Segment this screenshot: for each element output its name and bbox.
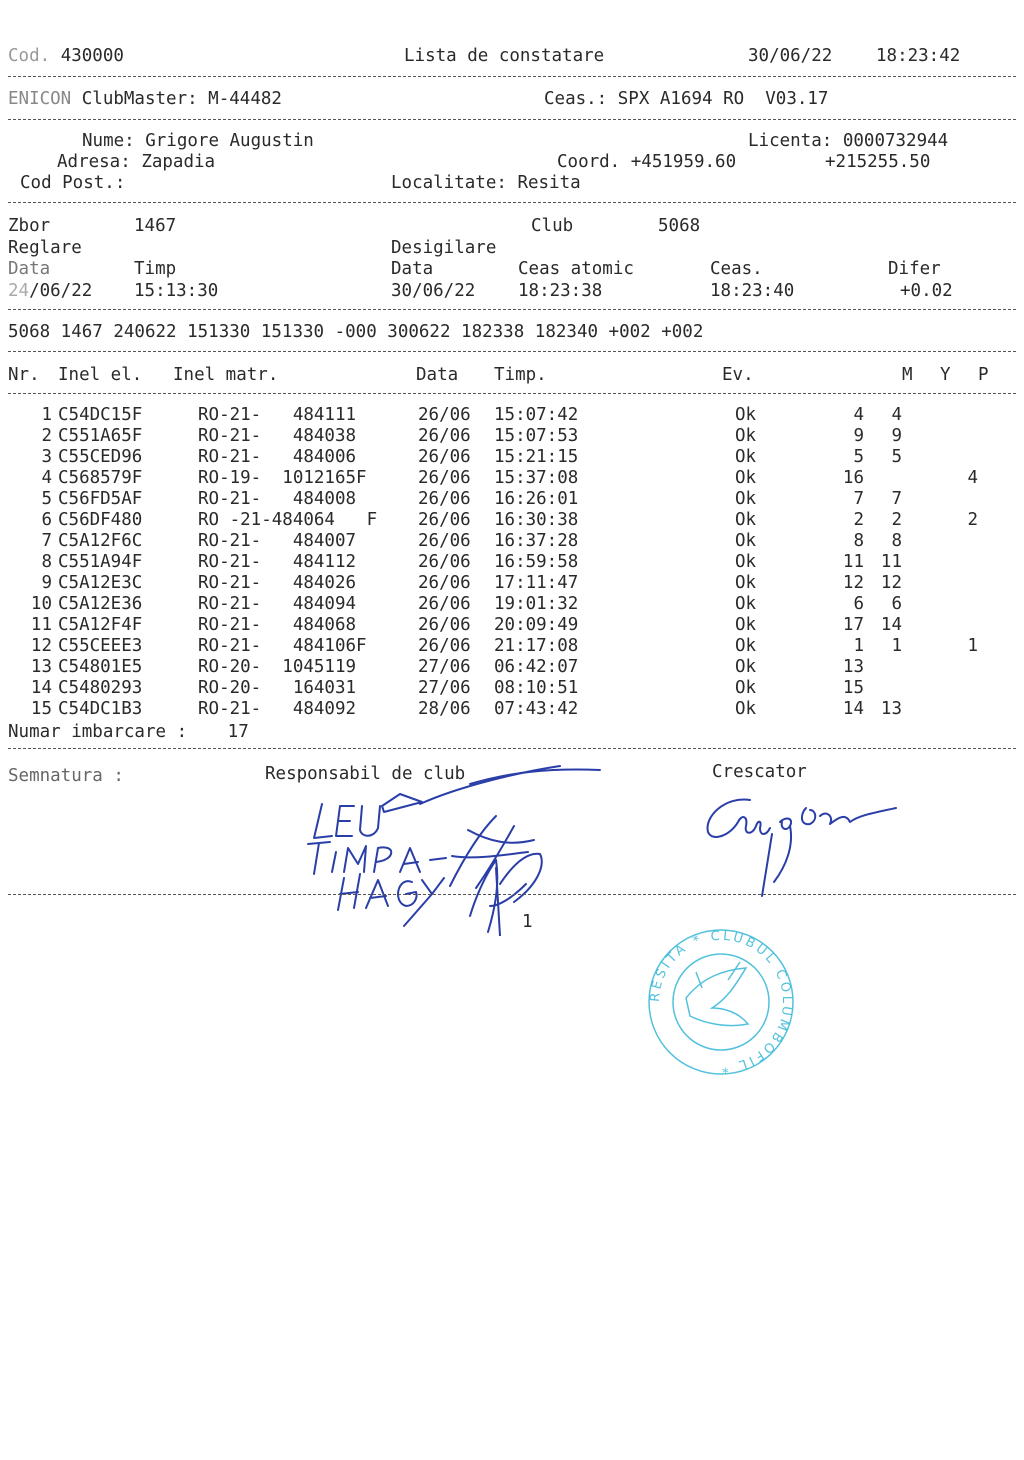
cell-ev: Ok	[735, 657, 757, 677]
cell-inel-matr: RO-21- 484106F	[198, 636, 367, 656]
header-date: 30/06/22	[748, 46, 833, 66]
cell-m: 15	[842, 678, 864, 698]
cell-m: 4	[853, 405, 864, 425]
table-row	[0, 552, 1024, 573]
breeder-signature	[690, 786, 920, 906]
cell-data: 26/06	[418, 615, 471, 635]
cell-inel-matr: RO-21- 484006	[198, 447, 357, 467]
desigilare-label: Desigilare	[391, 238, 497, 258]
cell-timp: 20:09:49	[494, 615, 579, 635]
cell-timp: 07:43:42	[494, 699, 579, 719]
cell-data: 26/06	[418, 573, 471, 593]
col-y: Y	[940, 365, 951, 385]
cell-p: 2	[967, 510, 978, 530]
cell-data: 28/06	[418, 699, 471, 719]
cell-m: 1	[853, 636, 864, 656]
cell-nr: 15	[30, 699, 52, 719]
cell-ev: Ok	[735, 468, 757, 488]
cell-inel-el: C5A12F6C	[58, 531, 143, 551]
cell-data: 27/06	[418, 678, 471, 698]
cell-inel-matr: RO-21- 484007	[198, 531, 357, 551]
col-ev: Ev.	[722, 365, 754, 385]
table-row	[0, 468, 1024, 489]
ceas: 18:23:40	[710, 281, 795, 301]
numar-imbarcare: Numar imbarcare : 17	[8, 722, 249, 742]
cell-timp: 16:26:01	[494, 489, 579, 509]
cell-nr: 1	[41, 405, 52, 425]
cell-timp: 21:17:08	[494, 636, 579, 656]
cell-data: 26/06	[418, 510, 471, 530]
cell-data: 26/06	[418, 636, 471, 656]
cell-ev: Ok	[735, 594, 757, 614]
cell-nr: 13	[30, 657, 52, 677]
cell-p: 1	[967, 636, 978, 656]
cell-inel-matr: RO-19- 1012165F	[198, 468, 367, 488]
cell-nr: 14	[30, 678, 52, 698]
cell-y: 1	[891, 636, 902, 656]
cell-timp: 19:01:32	[494, 594, 579, 614]
crescator-label: Crescator	[712, 762, 807, 782]
cell-timp: 06:42:07	[494, 657, 579, 677]
cell-m: 8	[853, 531, 864, 551]
cell-m: 16	[842, 468, 864, 488]
cell-m: 2	[853, 510, 864, 530]
table-row	[0, 510, 1024, 531]
cell-inel-matr: RO-20- 164031	[198, 678, 357, 698]
club-signatures	[300, 756, 620, 936]
ceas-label: Ceas.	[710, 259, 763, 279]
localitate-line: Localitate: Resita	[391, 173, 581, 193]
coord-long: +215255.50	[825, 152, 931, 172]
cell-ev: Ok	[735, 615, 757, 635]
cell-nr: 6	[41, 510, 52, 530]
cell-inel-el: C551A65F	[58, 426, 143, 446]
cell-data: 26/06	[418, 594, 471, 614]
coord-line: Coord. +451959.60	[557, 152, 737, 172]
summary-line: 5068 1467 240622 151330 151330 -000 300622 182338 182340 +002 +002	[8, 322, 704, 342]
cell-y: 9	[891, 426, 902, 446]
semnatura-label: Semnatura :	[8, 766, 124, 786]
clubmaster-id: ENICON ClubMaster: M-44482	[8, 89, 282, 109]
cell-timp: 15:37:08	[494, 468, 579, 488]
cell-m: 9	[853, 426, 864, 446]
cell-y: 12	[880, 573, 902, 593]
table-row	[0, 615, 1024, 636]
cell-timp: 15:07:42	[494, 405, 579, 425]
cell-timp: 17:11:47	[494, 573, 579, 593]
cell-inel-el: C56DF480	[58, 510, 143, 530]
cell-y: 13	[880, 699, 902, 719]
cell-data: 26/06	[418, 552, 471, 572]
cell-y: 5	[891, 447, 902, 467]
cell-ev: Ok	[735, 489, 757, 509]
cell-data: 26/06	[418, 468, 471, 488]
cell-timp: 16:30:38	[494, 510, 579, 530]
cell-timp: 08:10:51	[494, 678, 579, 698]
table-row	[0, 678, 1024, 699]
col-p: P	[978, 365, 989, 385]
club-stamp	[636, 928, 806, 1076]
cell-m: 12	[842, 573, 864, 593]
cell-m: 7	[853, 489, 864, 509]
cell-m: 13	[842, 657, 864, 677]
cell-inel-el: C56FD5AF	[58, 489, 143, 509]
cod-label: Cod. 430000	[8, 46, 124, 66]
cell-inel-el: C5A12E36	[58, 594, 143, 614]
cell-nr: 10	[30, 594, 52, 614]
desigilare-data: 30/06/22	[391, 281, 476, 301]
desigilare-data-label: Data	[391, 259, 434, 279]
cell-inel-el: C5480293	[58, 678, 143, 698]
col-nr: Nr.	[8, 365, 40, 385]
cell-nr: 12	[30, 636, 52, 656]
cell-ev: Ok	[735, 552, 757, 572]
table-row	[0, 531, 1024, 552]
cell-timp: 15:21:15	[494, 447, 579, 467]
cell-inel-el: C55CEEE3	[58, 636, 143, 656]
col-inel-el: Inel el.	[58, 365, 143, 385]
cell-m: 11	[842, 552, 864, 572]
table-row	[0, 636, 1024, 657]
cell-inel-matr: RO-21- 484111	[198, 405, 357, 425]
cell-m: 6	[853, 594, 864, 614]
cell-timp: 16:37:28	[494, 531, 579, 551]
club-value: 5068	[658, 216, 701, 236]
cell-y: 14	[880, 615, 902, 635]
cell-m: 14	[842, 699, 864, 719]
header-time: 18:23:42	[876, 46, 961, 66]
cell-inel-el: C54DC1B3	[58, 699, 143, 719]
cell-nr: 9	[41, 573, 52, 593]
cell-inel-el: C55CED96	[58, 447, 143, 467]
cell-nr: 8	[41, 552, 52, 572]
cell-inel-matr: RO-21- 484026	[198, 573, 357, 593]
col-inel-matr: Inel matr.	[173, 365, 279, 385]
cell-inel-matr: RO -21-484064 F	[198, 510, 378, 530]
cell-data: 26/06	[418, 489, 471, 509]
table-row	[0, 657, 1024, 678]
document-title: Lista de constatare	[404, 46, 605, 66]
col-m: M	[902, 365, 913, 385]
table-row	[0, 699, 1024, 720]
cell-y: 6	[891, 594, 902, 614]
cell-nr: 2	[41, 426, 52, 446]
zbor-label: Zbor	[8, 216, 51, 236]
cell-inel-matr: RO-21- 484092	[198, 699, 357, 719]
cell-ev: Ok	[735, 531, 757, 551]
table-row	[0, 489, 1024, 510]
club-label: Club	[531, 216, 574, 236]
nume-line: Nume: Grigore Augustin	[82, 131, 314, 151]
licenta-line: Licenta: 0000732944	[748, 131, 949, 151]
cod-post-label: Cod Post.:	[20, 173, 126, 193]
cell-m: 17	[842, 615, 864, 635]
cell-m: 5	[853, 447, 864, 467]
reglare-timp: 15:13:30	[134, 281, 219, 301]
cell-inel-el: C568579F	[58, 468, 143, 488]
cell-inel-el: C5A12E3C	[58, 573, 143, 593]
cell-data: 26/06	[418, 531, 471, 551]
zbor-value: 1467	[134, 216, 177, 236]
reglare-label: Reglare	[8, 238, 82, 258]
cell-ev: Ok	[735, 510, 757, 530]
cell-y: 11	[880, 552, 902, 572]
table-row	[0, 573, 1024, 594]
cell-nr: 5	[41, 489, 52, 509]
cell-nr: 7	[41, 531, 52, 551]
difer-label: Difer	[888, 259, 941, 279]
responsabil-label: Responsabil de club	[265, 764, 466, 784]
cell-ev: Ok	[735, 699, 757, 719]
cell-ev: Ok	[735, 405, 757, 425]
cell-nr: 3	[41, 447, 52, 467]
cell-timp: 15:07:53	[494, 426, 579, 446]
cell-ev: Ok	[735, 447, 757, 467]
cell-inel-matr: RO-20- 1045119	[198, 657, 357, 677]
col-data: Data	[416, 365, 459, 385]
ceas-atomic-label: Ceas atomic	[518, 259, 634, 279]
cell-y: 2	[891, 510, 902, 530]
ceas-info: Ceas.: SPX A1694 RO V03.17	[544, 89, 829, 109]
cell-inel-matr: RO-21- 484038	[198, 426, 357, 446]
ceas-atomic: 18:23:38	[518, 281, 603, 301]
cell-ev: Ok	[735, 636, 757, 656]
cell-y: 8	[891, 531, 902, 551]
cell-ev: Ok	[735, 678, 757, 698]
table-row	[0, 405, 1024, 426]
cell-y: 4	[891, 405, 902, 425]
cell-inel-matr: RO-21- 484068	[198, 615, 357, 635]
table-row	[0, 426, 1024, 447]
stamp-text: RESITA * CLUBUL COLUMBOFIL *	[647, 928, 795, 1076]
cell-data: 26/06	[418, 426, 471, 446]
cell-inel-matr: RO-21- 484008	[198, 489, 357, 509]
cell-inel-el: C54DC15F	[58, 405, 143, 425]
cell-data: 27/06	[418, 657, 471, 677]
reglare-data-label: Data	[8, 259, 51, 279]
adresa-line: Adresa: Zapadia	[57, 152, 216, 172]
cell-p: 4	[967, 468, 978, 488]
reglare-timp-label: Timp	[134, 259, 177, 279]
page-number: 1	[522, 912, 533, 932]
cell-inel-matr: RO-21- 484094	[198, 594, 357, 614]
table-row	[0, 447, 1024, 468]
cell-inel-el: C5A12F4F	[58, 615, 143, 635]
reglare-data: 24/06/22	[8, 281, 93, 301]
cell-inel-matr: RO-21- 484112	[198, 552, 357, 572]
col-timp: Timp.	[494, 365, 547, 385]
cell-ev: Ok	[735, 573, 757, 593]
cell-inel-el: C54801E5	[58, 657, 143, 677]
cell-data: 26/06	[418, 405, 471, 425]
difer: +0.02	[900, 281, 953, 301]
cell-timp: 16:59:58	[494, 552, 579, 572]
cell-inel-el: C551A94F	[58, 552, 143, 572]
cell-nr: 11	[30, 615, 52, 635]
cell-data: 26/06	[418, 447, 471, 467]
cell-ev: Ok	[735, 426, 757, 446]
cell-nr: 4	[41, 468, 52, 488]
cell-y: 7	[891, 489, 902, 509]
table-row	[0, 594, 1024, 615]
